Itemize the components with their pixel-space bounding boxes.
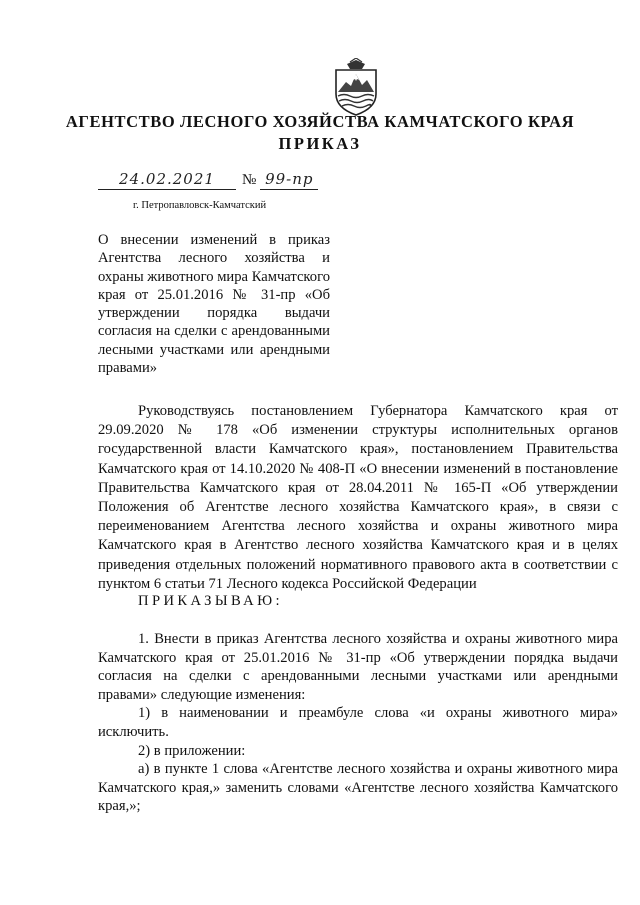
date-number-line bbox=[98, 170, 318, 192]
order-subject bbox=[98, 231, 330, 377]
order-item: 1) в наименовании и преамбуле слова «и охраны животного мира» исключить. bbox=[98, 705, 618, 740]
order-item: 2) в приложении: bbox=[138, 742, 246, 759]
order-date: 24.02.2021 bbox=[119, 170, 215, 188]
preamble-block bbox=[98, 402, 618, 594]
coat-of-arms-icon bbox=[332, 58, 380, 116]
order-items bbox=[98, 630, 618, 816]
order-number: 99-пр bbox=[265, 170, 314, 188]
subject-text: О внесении изменений в приказ Агентства лесного хозяйства и охраны животного мира Камчатского края от 25.01.2016 № 31-пр «Об утверждении порядка выдачи согласия на сделки с арендованными лесными участками или арендными правами» bbox=[98, 232, 330, 377]
preamble-text: Руководствуясь постановлением Губернатора Камчатского края от 29.09.2020 № 178 «Об изменении структуры исполнительных органов государственной власти Камчатского края», постановлением Правительства Камчатского края от 14.10.2020 № 408-П «О внесении изменений в постановление Правительства Камчатского края от 28.04.2011 № 165-П «Об утверждении Положения об Агентстве лесного хозяйства Камчатского края», в связи с переименованием Агентства лесного хозяйства и охраны животного мира Камчатского края в Агентство лесного хозяйства Камчатского края и в целях приведения отдельных положений нормативного правового акта в соответствии с пунктом 6 статьи 71 Лесного кодекса Российской Федерации bbox=[98, 403, 618, 592]
order-item: а) в пункте 1 слова «Агентстве лесного хозяйства и охраны животного мира Камчатского края,» заменить словами «Агентстве лесного хозяйства Камчатского края,»; bbox=[98, 761, 618, 815]
order-item: 1. Внести в приказ Агентства лесного хозяйства и охраны животного мира Камчатского края от 25.01.2016 № 31-пр «Об утверждении порядка выдачи согласия на сделки с арендованными лесными участками или арендными правами» следующие изменения: bbox=[98, 631, 618, 703]
number-sign: № bbox=[242, 172, 257, 188]
city-line: г. Петропавловск-Камчатский bbox=[133, 200, 267, 211]
decree-word: ПРИКАЗЫВАЮ: bbox=[138, 593, 283, 609]
document-type-title: ПРИКАЗ bbox=[278, 134, 362, 153]
agency-name: АГЕНТСТВО ЛЕСНОГО ХОЗЯЙСТВА КАМЧАТСКОГО КРАЯ bbox=[65, 112, 575, 131]
